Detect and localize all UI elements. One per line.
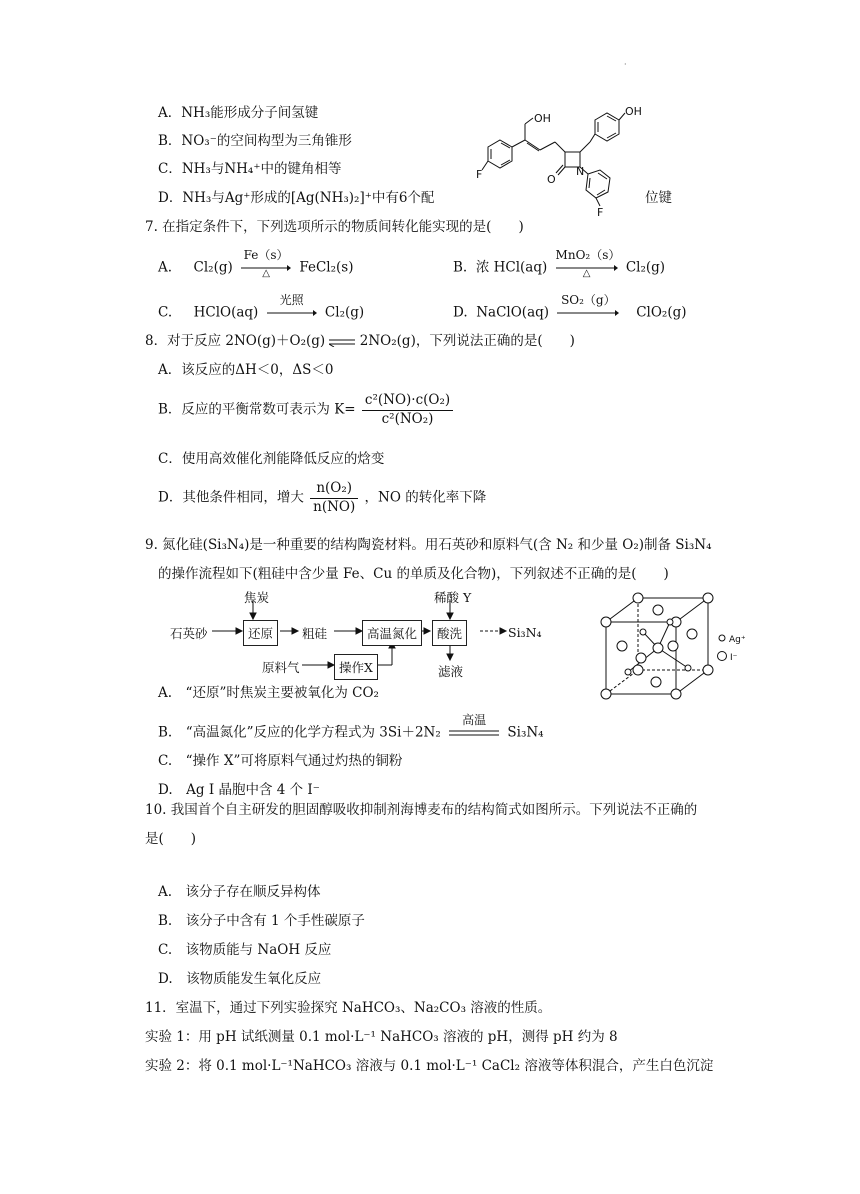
q8-b-fraction: [362, 394, 453, 426]
q8-stem-post: 2NO₂(g)，下列说法正确的是( ): [359, 333, 575, 349]
q7-stem: 7. 在指定条件下，下列选项所示的物质间转化能实现的是( ): [145, 219, 524, 235]
q8-b-pre: B．反应的平衡常数可表示为 K=: [158, 401, 356, 418]
flow-filtrate: 滤液: [438, 664, 464, 679]
q7-option-c: [158, 293, 365, 321]
molecule-o: O: [547, 173, 556, 186]
q11-experiment-1: 实验 1：用 pH 试纸测量 0.1 mol·L⁻¹ NaHCO₃ 溶液的 pH，测得 pH 约为 8: [145, 1029, 618, 1045]
q9-flowchart: [170, 588, 570, 678]
page-dot: ·: [624, 60, 627, 69]
q9-stem-line2: 的操作流程如下(粗硅中含少量 Fe、Cu 的单质及化合物)，下列叙述不正确的是( ): [158, 566, 669, 582]
molecule-oh-top: OH: [534, 112, 551, 125]
q7-c-arrow: [267, 293, 317, 320]
q7-c-cond: 光照: [279, 293, 304, 307]
flow-nitride-box: 高温氮化: [362, 620, 422, 646]
q7-b-arrow: [555, 248, 621, 279]
q9-option-a: A. “还原”时焦炭主要被氧化为 CO₂: [158, 685, 379, 701]
legend-i: I⁻: [730, 653, 738, 663]
q10-option-c: C. 该物质能与 NaOH 反应: [158, 942, 332, 958]
q7-b-label: B.: [453, 259, 468, 276]
q7-c-right: Cl₂(g): [324, 304, 365, 321]
q7-d-right: ClO₂(g): [636, 304, 687, 321]
molecule-f-bottom: F: [597, 206, 604, 219]
q6-option-c: C．NH₃与NH₄⁺中的键角相等: [158, 161, 342, 177]
flow-reduce-box: 还原: [243, 620, 278, 646]
q10-option-a: A. 该分子存在顺反异构体: [158, 884, 321, 900]
q8-option-d: [158, 482, 486, 514]
flow-crude: 粗硅: [302, 626, 328, 641]
q7-option-a: [158, 248, 354, 279]
flow-opx-box: 操作X: [334, 654, 378, 680]
q6-option-a: A．NH₃能形成分子间氢键: [158, 105, 319, 121]
q8-d-denominator: n(NO): [313, 498, 356, 515]
q8-d-post: ，NO 的转化率下降: [364, 489, 487, 506]
q6-option-b: B．NO₃⁻的空间构型为三角锥形: [158, 133, 352, 149]
q7-b-cond2: △: [582, 268, 591, 279]
q7-a-cond: Fe（s）: [243, 248, 289, 262]
flow-acid: 稀酸 Y: [434, 590, 472, 605]
molecule-f-left: F: [476, 168, 483, 181]
q10-option-d: D. 该物质能发生氧化反应: [158, 971, 322, 987]
legend-ag: Ag⁺: [729, 635, 746, 645]
flow-wash-box: 酸洗: [432, 620, 467, 646]
q11-experiment-2: 实验 2：将 0.1 mol·L⁻¹NaHCO₃ 溶液与 0.1 mol·L⁻¹ CaCl₂ 溶液等体积混合，产生白色沉淀: [145, 1058, 714, 1074]
q9-option-b: [158, 713, 544, 741]
q9-b-cond: 高温: [462, 713, 487, 727]
flow-quartz: 石英砂: [170, 626, 208, 641]
q8-b-numerator: c²(NO)·c(O₂): [362, 394, 453, 411]
q6-option-d: D．NH₃与Ag⁺形成的[Ag(NH₃)₂]⁺中有6个配: [158, 190, 435, 206]
q7-c-label: C.: [158, 304, 173, 321]
q7-d-label: D.: [453, 304, 468, 321]
q8-b-denominator: c²(NO₂): [381, 410, 434, 427]
q9-b-equation-sign: [449, 713, 499, 740]
agi-crystal-cell: [598, 592, 758, 704]
q7-a-arrow: [241, 248, 291, 279]
q7-a-right: FeCl₂(s): [299, 259, 354, 276]
q7-a-left: Cl₂(g): [193, 259, 233, 276]
q7-a-label: A.: [158, 259, 173, 276]
q7-d-left: NaClO(aq): [476, 304, 550, 321]
flow-gas: 原料气: [262, 660, 300, 675]
q9-b-pre: B. “高温氮化”反应的化学方程式为 3Si＋2N₂: [158, 724, 441, 741]
hybrid-molecule-structure: [470, 100, 670, 220]
q10-stem-line1: 10. 我国首个自主研发的胆固醇吸收抑制剂海博麦布的结构简式如图所示。下列说法不正确的: [145, 802, 698, 818]
q11-stem: 11．室温下，通过下列实验探究 NaHCO₃、Na₂CO₃ 溶液的性质。: [145, 1000, 552, 1016]
q7-option-d: [453, 293, 687, 321]
q8-option-c: C．使用高效催化剂能降低反应的焓变: [158, 451, 385, 467]
crystal-cell-figure: [598, 592, 758, 704]
q7-d-arrow: [557, 293, 619, 320]
q8-d-pre: D．其他条件相同，增大: [158, 489, 304, 506]
flow-coke: 焦炭: [244, 590, 270, 605]
q8-stem: [145, 335, 575, 349]
q7-b-right: Cl₂(g): [625, 259, 666, 276]
q7-a-cond2: △: [262, 268, 270, 279]
q8-stem-pre: 8．对于反应 2NO(g)＋O₂(g): [145, 333, 326, 349]
molecule-oh-right: OH: [625, 105, 642, 118]
q8-d-fraction: [310, 482, 358, 514]
q6-option-d-tail: 位键: [645, 190, 672, 206]
q7-d-cond: SO₂（g）: [561, 293, 616, 307]
q10-stem-line2: 是( ): [145, 831, 197, 847]
flow-product: Si₃N₄: [508, 625, 542, 640]
q9-stem-line1: 9. 氮化硅(Si₃N₄)是一种重要的结构陶瓷材料。用石英砂和原料气(含 N₂ 和少量 O₂)制备 Si₃N₄: [145, 537, 712, 553]
q7-b-left: 浓 HCl(aq): [475, 259, 548, 276]
q10-option-b: B. 该分子中含有 1 个手性碳原子: [158, 913, 365, 929]
equilibrium-arrow-icon: [329, 337, 355, 347]
q8-d-numerator: n(O₂): [310, 482, 358, 499]
q8-option-a: A．该反应的ΔH＜0，ΔS＜0: [158, 362, 334, 378]
q9-option-d: D. Ag I 晶胞中含 4 个 I⁻: [158, 782, 320, 798]
q7-c-left: HClO(aq): [193, 304, 259, 321]
q7-b-cond: MnO₂（s）: [555, 248, 621, 262]
molecule-n: N: [576, 165, 585, 178]
q9-b-post: Si₃N₄: [507, 724, 544, 741]
q9-option-c: C. “操作 X”可将原料气通过灼热的铜粉: [158, 753, 403, 769]
q8-option-b: [158, 394, 455, 426]
q7-option-b: [453, 248, 666, 279]
